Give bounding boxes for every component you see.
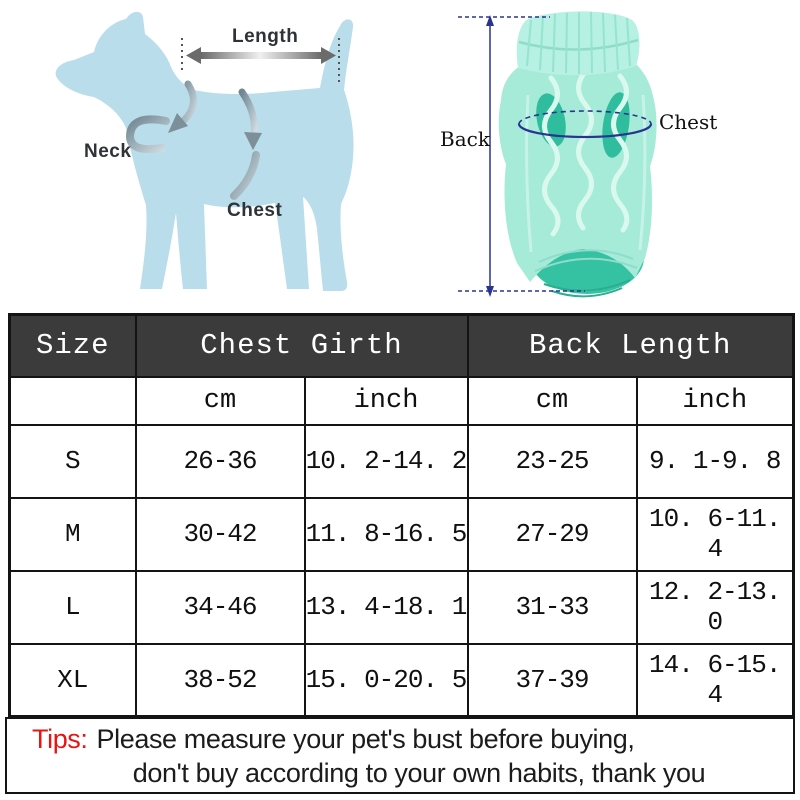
- tips-box: [5, 717, 795, 794]
- size-table: [8, 313, 795, 718]
- back-cm-value: 37-39: [468, 644, 637, 717]
- col-header-size: Size: [10, 315, 136, 377]
- back-inch-value: 14. 6-15. 4: [637, 644, 794, 717]
- chest-inch-unit: inch: [305, 377, 468, 425]
- sweater-chest-label: Chest: [659, 110, 718, 134]
- back-inch-value: 10. 6-11. 4: [637, 498, 794, 571]
- neck-label: Neck: [84, 141, 132, 162]
- table-header-row: [10, 315, 794, 377]
- tips-line1: [7, 722, 793, 756]
- length-label: Length: [232, 26, 299, 47]
- tips-text-line2: don't buy according to your own habits, thank you: [132, 758, 706, 788]
- back-cm-value: 31-33: [468, 571, 637, 644]
- units-empty-cell: [10, 377, 136, 425]
- dog-chest-label: Chest: [227, 200, 283, 221]
- sweater-graphic: [400, 0, 800, 310]
- chest-inch-value: 11. 8-16. 5: [305, 498, 468, 571]
- chest-cm-unit: cm: [136, 377, 305, 425]
- tips-prefix: Tips:: [32, 724, 88, 754]
- dog-diagram-graphic: [0, 0, 400, 310]
- back-cm-value: 27-29: [468, 498, 637, 571]
- back-label: Back: [440, 127, 490, 151]
- table-row-xl: [10, 644, 794, 717]
- size-value: S: [10, 425, 136, 498]
- sweater-body: [499, 64, 657, 282]
- tips-text-line1: Please measure your pet's bust before buying,: [96, 724, 635, 754]
- size-value: XL: [10, 644, 136, 717]
- chest-inch-value: 10. 2-14. 2: [305, 425, 468, 498]
- table-row-s: [10, 425, 794, 498]
- chest-cm-value: 34-46: [136, 571, 305, 644]
- sweater-diagram: [400, 0, 800, 310]
- chest-cm-value: 30-42: [136, 498, 305, 571]
- col-header-chest-girth: Chest Girth: [136, 315, 468, 377]
- col-header-back-length: Back Length: [468, 315, 794, 377]
- chest-cm-value: 38-52: [136, 644, 305, 717]
- back-cm-value: 23-25: [468, 425, 637, 498]
- table-row-m: [10, 498, 794, 571]
- table-units-row: [10, 377, 794, 425]
- size-value: M: [10, 498, 136, 571]
- back-inch-value: 9. 1-9. 8: [637, 425, 794, 498]
- chest-inch-value: 13. 4-18. 1: [305, 571, 468, 644]
- dog-measure-diagram: [0, 0, 400, 310]
- size-value: L: [10, 571, 136, 644]
- back-inch-value: 12. 2-13. 0: [637, 571, 794, 644]
- back-cm-unit: cm: [468, 377, 637, 425]
- back-inch-unit: inch: [637, 377, 794, 425]
- table-row-l: [10, 571, 794, 644]
- chest-inch-value: 15. 0-20. 5: [305, 644, 468, 717]
- chest-cm-value: 26-36: [136, 425, 305, 498]
